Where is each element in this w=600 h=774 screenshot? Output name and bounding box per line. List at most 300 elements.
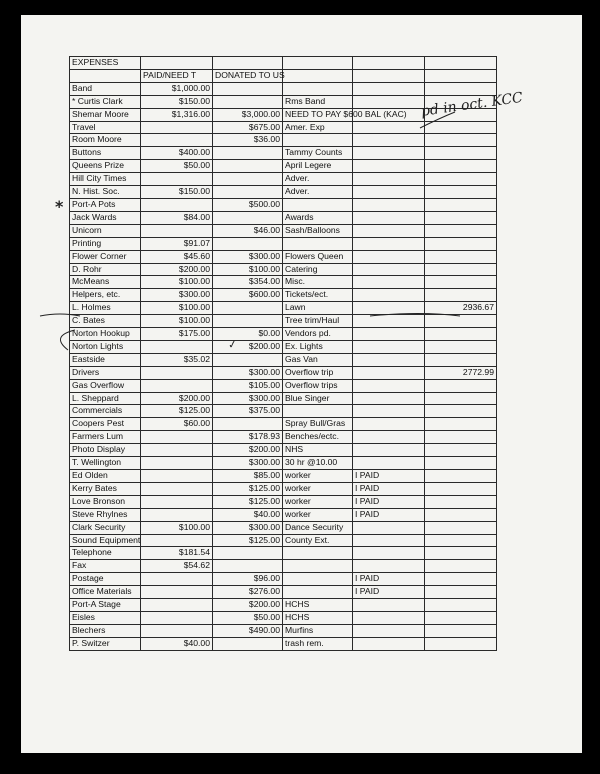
paid-status	[353, 276, 425, 289]
donated-amount: $200.00	[213, 599, 283, 612]
row-name: Sound Equipment	[70, 534, 141, 547]
row-note: trash rem.	[283, 637, 353, 650]
paid-status	[353, 289, 425, 302]
paid-status	[353, 224, 425, 237]
row-name: Blechers	[70, 624, 141, 637]
row-note	[283, 134, 353, 147]
paid-column-header: PAID/NEED T	[141, 69, 213, 82]
running-total	[425, 134, 497, 147]
paid-status	[353, 353, 425, 366]
running-total	[425, 211, 497, 224]
row-name: Buttons	[70, 147, 141, 160]
row-note: Tickets/ect.	[283, 289, 353, 302]
donated-amount: $500.00	[213, 198, 283, 211]
paid-amount: $84.00	[141, 211, 213, 224]
running-total	[425, 547, 497, 560]
row-name: Travel	[70, 121, 141, 134]
paid-amount	[141, 431, 213, 444]
title-row	[70, 57, 497, 70]
donated-amount: $96.00	[213, 573, 283, 586]
paid-amount	[141, 482, 213, 495]
running-total	[425, 82, 497, 95]
paid-amount: $200.00	[141, 263, 213, 276]
donated-amount	[213, 315, 283, 328]
row-note: Awards	[283, 211, 353, 224]
paid-status	[353, 134, 425, 147]
donated-amount: $3,000.00	[213, 108, 283, 121]
paid-status	[353, 160, 425, 173]
row-name: * Curtis Clark	[70, 95, 141, 108]
paid-amount: $100.00	[141, 521, 213, 534]
row-note: Amer. Exp	[283, 121, 353, 134]
donated-amount	[213, 547, 283, 560]
donated-amount: $276.00	[213, 586, 283, 599]
table-row	[70, 470, 497, 483]
running-total	[425, 289, 497, 302]
paid-amount	[141, 586, 213, 599]
paid-amount: $50.00	[141, 160, 213, 173]
header-row	[70, 69, 497, 82]
row-name: Commercials	[70, 405, 141, 418]
running-total	[425, 121, 497, 134]
row-note: Overflow trip	[283, 366, 353, 379]
donated-amount: $200.00	[213, 444, 283, 457]
row-name: Gas Overflow	[70, 379, 141, 392]
paid-amount	[141, 340, 213, 353]
row-note: Tammy Counts	[283, 147, 353, 160]
running-total: 2936.67	[425, 302, 497, 315]
paid-status	[353, 82, 425, 95]
row-name: Ed Olden	[70, 470, 141, 483]
paid-amount: $1,000.00	[141, 82, 213, 95]
table-row	[70, 186, 497, 199]
table-row	[70, 431, 497, 444]
donated-amount	[213, 353, 283, 366]
running-total	[425, 482, 497, 495]
row-note	[283, 586, 353, 599]
expenses-title: EXPENSES	[70, 57, 141, 70]
paid-amount	[141, 573, 213, 586]
donated-amount: $85.00	[213, 470, 283, 483]
running-total	[425, 560, 497, 573]
row-name: Jack Wards	[70, 211, 141, 224]
donated-amount: $375.00	[213, 405, 283, 418]
table-row	[70, 599, 497, 612]
paid-status	[353, 547, 425, 560]
handwritten-note: pd in oct. KCC	[420, 89, 524, 120]
running-total	[425, 237, 497, 250]
paid-status: I PAID	[353, 482, 425, 495]
row-name: Photo Display	[70, 444, 141, 457]
donated-amount	[213, 147, 283, 160]
table-row	[70, 637, 497, 650]
paid-amount: $100.00	[141, 302, 213, 315]
donated-amount: $36.00	[213, 134, 283, 147]
row-note	[283, 560, 353, 573]
table-row	[70, 611, 497, 624]
running-total	[425, 444, 497, 457]
row-name: N. Hist. Soc.	[70, 186, 141, 199]
row-note	[283, 82, 353, 95]
row-name: Kerry Bates	[70, 482, 141, 495]
table-row	[70, 134, 497, 147]
row-note: Dance Security	[283, 521, 353, 534]
donated-amount	[213, 173, 283, 186]
paid-amount	[141, 495, 213, 508]
paid-status	[353, 121, 425, 134]
running-total	[425, 534, 497, 547]
table-row	[70, 547, 497, 560]
paid-status	[353, 521, 425, 534]
paid-status	[353, 534, 425, 547]
row-name: Band	[70, 82, 141, 95]
running-total	[425, 586, 497, 599]
paid-status	[353, 431, 425, 444]
running-total: 2772.99	[425, 366, 497, 379]
running-total	[425, 263, 497, 276]
donated-amount	[213, 82, 283, 95]
running-total	[425, 624, 497, 637]
paid-status	[353, 173, 425, 186]
table-row	[70, 82, 497, 95]
table-row	[70, 495, 497, 508]
row-name: Coopers Pest	[70, 418, 141, 431]
table-row	[70, 315, 497, 328]
table-row	[70, 353, 497, 366]
paid-amount: $181.54	[141, 547, 213, 560]
running-total	[425, 328, 497, 341]
paid-status	[353, 379, 425, 392]
paid-amount	[141, 599, 213, 612]
paid-amount: $125.00	[141, 405, 213, 418]
row-name: Drivers	[70, 366, 141, 379]
paid-amount: $100.00	[141, 315, 213, 328]
paid-status	[353, 302, 425, 315]
paid-amount: $91.07	[141, 237, 213, 250]
donated-amount: $0.00	[213, 328, 283, 341]
row-note: April Legere	[283, 160, 353, 173]
row-name: Telephone	[70, 547, 141, 560]
donated-amount: $46.00	[213, 224, 283, 237]
checkmark: ✓	[226, 337, 239, 352]
table-row	[70, 624, 497, 637]
paid-status	[353, 95, 425, 108]
table-row	[70, 237, 497, 250]
table-row	[70, 521, 497, 534]
running-total	[425, 224, 497, 237]
row-name: Hill City Times	[70, 173, 141, 186]
row-name: Shemar Moore	[70, 108, 141, 121]
row-name: Postage	[70, 573, 141, 586]
paid-amount	[141, 121, 213, 134]
donated-amount: $300.00	[213, 366, 283, 379]
donated-amount: $125.00	[213, 534, 283, 547]
paid-amount	[141, 457, 213, 470]
row-note: worker	[283, 508, 353, 521]
row-name: Port-A Pots	[70, 198, 141, 211]
running-total	[425, 495, 497, 508]
running-total	[425, 198, 497, 211]
row-name: Helpers, etc.	[70, 289, 141, 302]
paid-status	[353, 211, 425, 224]
table-row	[70, 173, 497, 186]
table-row	[70, 482, 497, 495]
table-row	[70, 444, 497, 457]
paid-amount: $200.00	[141, 392, 213, 405]
table-row	[70, 573, 497, 586]
paid-status	[353, 624, 425, 637]
table-row	[70, 289, 497, 302]
row-name: Office Materials	[70, 586, 141, 599]
table-row	[70, 586, 497, 599]
row-name: L. Sheppard	[70, 392, 141, 405]
row-name: Queens Prize	[70, 160, 141, 173]
running-total	[425, 186, 497, 199]
running-total	[425, 160, 497, 173]
paid-amount: $54.62	[141, 560, 213, 573]
paid-status	[353, 457, 425, 470]
paid-status	[353, 637, 425, 650]
table-row	[70, 328, 497, 341]
running-total	[425, 392, 497, 405]
paid-amount	[141, 470, 213, 483]
table-row	[70, 263, 497, 276]
row-name: Clark Security	[70, 521, 141, 534]
donated-amount: $50.00	[213, 611, 283, 624]
row-note: Benches/ectc.	[283, 431, 353, 444]
running-total	[425, 599, 497, 612]
row-note: Spray Bull/Gras	[283, 418, 353, 431]
row-note: Flowers Queen	[283, 250, 353, 263]
paid-status	[353, 250, 425, 263]
running-total	[425, 521, 497, 534]
donated-amount: $354.00	[213, 276, 283, 289]
donated-amount	[213, 637, 283, 650]
row-note: Misc.	[283, 276, 353, 289]
paid-status	[353, 147, 425, 160]
running-total	[425, 147, 497, 160]
paid-status	[353, 186, 425, 199]
paid-amount	[141, 508, 213, 521]
table-row	[70, 302, 497, 315]
row-name: Steve Rhylnes	[70, 508, 141, 521]
running-total	[425, 340, 497, 353]
running-total	[425, 457, 497, 470]
donated-amount: $490.00	[213, 624, 283, 637]
row-note: 30 hr @10.00	[283, 457, 353, 470]
paid-amount	[141, 624, 213, 637]
donated-amount: $600.00	[213, 289, 283, 302]
paid-amount: $35.02	[141, 353, 213, 366]
donated-amount	[213, 418, 283, 431]
running-total	[425, 315, 497, 328]
paid-status	[353, 328, 425, 341]
donated-amount: $105.00	[213, 379, 283, 392]
paid-amount	[141, 444, 213, 457]
row-note: HCHS	[283, 599, 353, 612]
row-name: McMeans	[70, 276, 141, 289]
row-name: Love Bronson	[70, 495, 141, 508]
row-note: Murfins	[283, 624, 353, 637]
paid-status: I PAID	[353, 508, 425, 521]
row-note: Tree trim/Haul	[283, 315, 353, 328]
table-row	[70, 224, 497, 237]
table-row	[70, 508, 497, 521]
donated-amount: $125.00	[213, 482, 283, 495]
paid-amount	[141, 534, 213, 547]
row-name: Room Moore	[70, 134, 141, 147]
paid-amount	[141, 379, 213, 392]
table-row	[70, 457, 497, 470]
row-name: Printing	[70, 237, 141, 250]
paid-amount: $40.00	[141, 637, 213, 650]
paid-status	[353, 315, 425, 328]
running-total	[425, 173, 497, 186]
table-row	[70, 405, 497, 418]
table-row	[70, 418, 497, 431]
paid-amount	[141, 173, 213, 186]
donated-amount	[213, 302, 283, 315]
running-total	[425, 418, 497, 431]
row-name: L. Holmes	[70, 302, 141, 315]
expenses-table	[69, 56, 497, 651]
paid-status	[353, 418, 425, 431]
paid-amount: $100.00	[141, 276, 213, 289]
row-note	[283, 547, 353, 560]
row-note: worker	[283, 470, 353, 483]
table-row	[70, 250, 497, 263]
paid-status: I PAID	[353, 470, 425, 483]
donated-amount: $675.00	[213, 121, 283, 134]
paid-amount	[141, 134, 213, 147]
donated-amount: $300.00	[213, 457, 283, 470]
row-note: Overflow trips	[283, 379, 353, 392]
row-name: P. Switzer	[70, 637, 141, 650]
donated-amount	[213, 95, 283, 108]
paid-status	[353, 340, 425, 353]
row-name: Norton Lights	[70, 340, 141, 353]
row-name: Eastside	[70, 353, 141, 366]
running-total	[425, 611, 497, 624]
paid-status	[353, 599, 425, 612]
row-name: Flower Corner	[70, 250, 141, 263]
running-total	[425, 573, 497, 586]
row-note: worker	[283, 482, 353, 495]
row-note: NHS	[283, 444, 353, 457]
row-name: Port-A Stage	[70, 599, 141, 612]
row-note: NEED TO PAY $600 BAL (KAC)	[283, 108, 353, 121]
paid-status	[353, 237, 425, 250]
row-name: Farmers Lum	[70, 431, 141, 444]
row-name: T. Wellington	[70, 457, 141, 470]
paid-amount	[141, 366, 213, 379]
paid-amount: $400.00	[141, 147, 213, 160]
paid-status: I PAID	[353, 573, 425, 586]
paid-status	[353, 611, 425, 624]
paid-amount	[141, 224, 213, 237]
running-total	[425, 276, 497, 289]
donated-amount: $300.00	[213, 392, 283, 405]
row-note: County Ext.	[283, 534, 353, 547]
paid-status	[353, 444, 425, 457]
paid-status	[353, 392, 425, 405]
paid-amount: $1,316.00	[141, 108, 213, 121]
running-total	[425, 250, 497, 263]
running-total	[425, 637, 497, 650]
row-name: D. Rohr	[70, 263, 141, 276]
table-row	[70, 276, 497, 289]
row-name: Eisles	[70, 611, 141, 624]
row-note: Blue Singer	[283, 392, 353, 405]
paid-amount: $300.00	[141, 289, 213, 302]
asterisk-mark: *	[55, 197, 64, 216]
row-note: Gas Van	[283, 353, 353, 366]
row-note: Lawn	[283, 302, 353, 315]
row-note: Adver.	[283, 186, 353, 199]
donated-amount	[213, 211, 283, 224]
row-note: Ex. Lights	[283, 340, 353, 353]
paid-status: I PAID	[353, 586, 425, 599]
table-row	[70, 379, 497, 392]
table-row	[70, 534, 497, 547]
row-note	[283, 405, 353, 418]
donated-amount	[213, 237, 283, 250]
row-note	[283, 198, 353, 211]
donated-amount	[213, 160, 283, 173]
running-total	[425, 353, 497, 366]
running-total	[425, 405, 497, 418]
donated-amount: $200.00	[213, 340, 283, 353]
row-note: Catering	[283, 263, 353, 276]
row-note: Rms Band	[283, 95, 353, 108]
paid-amount	[141, 198, 213, 211]
paid-status	[353, 405, 425, 418]
row-name: C. Bates	[70, 315, 141, 328]
table-row	[70, 160, 497, 173]
row-note	[283, 573, 353, 586]
paid-status	[353, 560, 425, 573]
row-note: Adver.	[283, 173, 353, 186]
paid-status	[353, 263, 425, 276]
table-row	[70, 147, 497, 160]
running-total	[425, 431, 497, 444]
donated-amount: $40.00	[213, 508, 283, 521]
paid-amount: $175.00	[141, 328, 213, 341]
table-row	[70, 198, 497, 211]
table-row	[70, 121, 497, 134]
paid-amount: $45.60	[141, 250, 213, 263]
table-row	[70, 560, 497, 573]
row-note: worker	[283, 495, 353, 508]
paid-amount: $150.00	[141, 186, 213, 199]
running-total	[425, 470, 497, 483]
row-note: Vendors pd.	[283, 328, 353, 341]
donated-amount: $125.00	[213, 495, 283, 508]
donated-amount: $100.00	[213, 263, 283, 276]
table-row	[70, 340, 497, 353]
table-row	[70, 211, 497, 224]
row-note: Sash/Balloons	[283, 224, 353, 237]
running-total	[425, 508, 497, 521]
row-note	[283, 237, 353, 250]
table-row	[70, 366, 497, 379]
donated-amount: $300.00	[213, 521, 283, 534]
row-name: Fax	[70, 560, 141, 573]
paid-amount: $60.00	[141, 418, 213, 431]
donated-amount: $178.93	[213, 431, 283, 444]
row-name: Norton Hookup	[70, 328, 141, 341]
paid-amount	[141, 611, 213, 624]
